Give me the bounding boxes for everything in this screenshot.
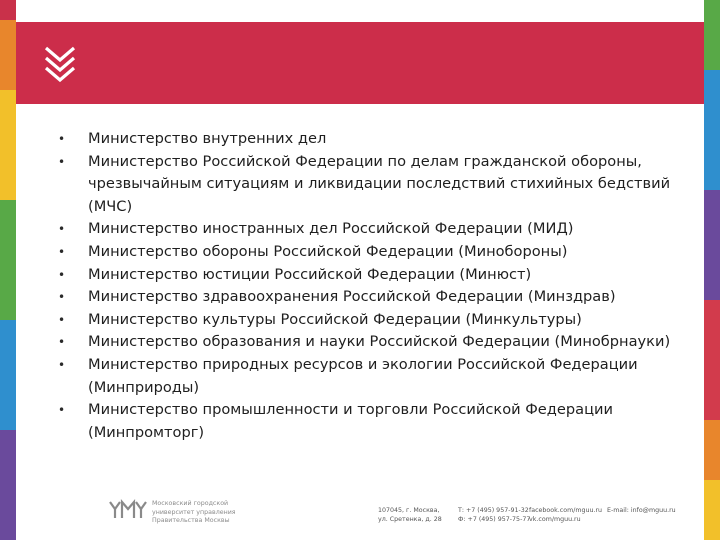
list-item-text: Министерство промышленности и торговли Российской Федерации (Минпромторг) [88, 401, 613, 441]
right-stripe-blue [704, 70, 720, 190]
right-stripe-red [704, 300, 720, 420]
list-item-text: Министерство здравоохранения Российской Федерации (Минздрав) [88, 288, 616, 306]
list-item-text: Министерство природных ресурсов и экологии Российской Федерации (Минприроды) [88, 355, 638, 396]
list-item-text: Министерство иностранных дел Российской Федерации (МИД) [88, 220, 574, 238]
list-item [16, 264, 704, 287]
bullet: • [58, 290, 66, 305]
footer-address [378, 506, 442, 524]
university-logo-icon [108, 498, 148, 522]
bullet: • [58, 154, 66, 169]
right-stripe-purple [704, 190, 720, 300]
header-bar [16, 22, 704, 104]
bullet: • [58, 403, 66, 418]
ministry-list [16, 128, 704, 444]
double-chevron-down-icon [42, 42, 78, 86]
list-item-text: Министерство обороны Российской Федерации (Минобороны) [88, 242, 568, 260]
left-stripe-blue [0, 320, 16, 430]
footer-social [529, 506, 602, 524]
list-item [16, 241, 704, 264]
org-line: Московский городской [152, 500, 229, 507]
bullet: • [58, 222, 66, 237]
left-stripe-orange [0, 20, 16, 90]
slide-panel [16, 0, 704, 540]
list-item [16, 218, 704, 241]
left-stripe-yellow [0, 90, 16, 200]
bullet: • [58, 132, 66, 146]
vk-link[interactable]: vk.com/mguu.ru [529, 516, 581, 523]
footer-email[interactable]: E-mail: info@mguu.ru [607, 507, 676, 514]
facebook-link[interactable]: facebook.com/mguu.ru [529, 507, 603, 514]
bullet: • [58, 244, 66, 259]
list-item [16, 286, 704, 309]
left-stripe-red [0, 0, 16, 20]
list-item-text: Министерство юстиции Российской Федерации (Минюст) [88, 265, 532, 283]
list-item-text: Министерство культуры Российской Федерации (Минкультуры) [88, 310, 582, 328]
organization-name [152, 500, 242, 526]
list-item [16, 354, 704, 399]
bullet: • [58, 335, 66, 350]
list-item [16, 128, 704, 151]
bullet: • [58, 357, 66, 372]
list-item [16, 331, 704, 354]
phone-line: Т: +7 (495) 957-91-32 [458, 507, 529, 514]
list-item-text: Министерство Российской Федерации по делам гражданской обороны, чрезвычайным ситуациям и ликвидации последствий стихийных бедствий (МЧС) [88, 152, 671, 215]
phone-line: Ф: +7 (495) 957-75-77 [458, 516, 531, 523]
left-stripe-purple [0, 430, 16, 540]
list-item-text: Министерство внутренних дел [88, 130, 327, 147]
right-stripe-green [704, 0, 720, 70]
footer-phones [458, 506, 530, 524]
footer [16, 494, 704, 540]
list-item [16, 151, 704, 219]
org-line: университет управления [152, 508, 236, 516]
left-stripe-green [0, 200, 16, 320]
right-stripe-yellow [704, 480, 720, 540]
address-line: ул. Сретенка, д. 28 [378, 516, 442, 523]
address-line: 107045, г. Москва, [378, 507, 440, 514]
list-item [16, 309, 704, 332]
org-line: Правительства Москвы [152, 517, 230, 524]
list-item [16, 399, 704, 444]
bullet: • [58, 267, 66, 282]
list-item-text: Министерство образования и науки Российской Федерации (Минобрнауки) [88, 333, 671, 351]
right-stripe-orange [704, 420, 720, 480]
bullet: • [58, 312, 66, 327]
